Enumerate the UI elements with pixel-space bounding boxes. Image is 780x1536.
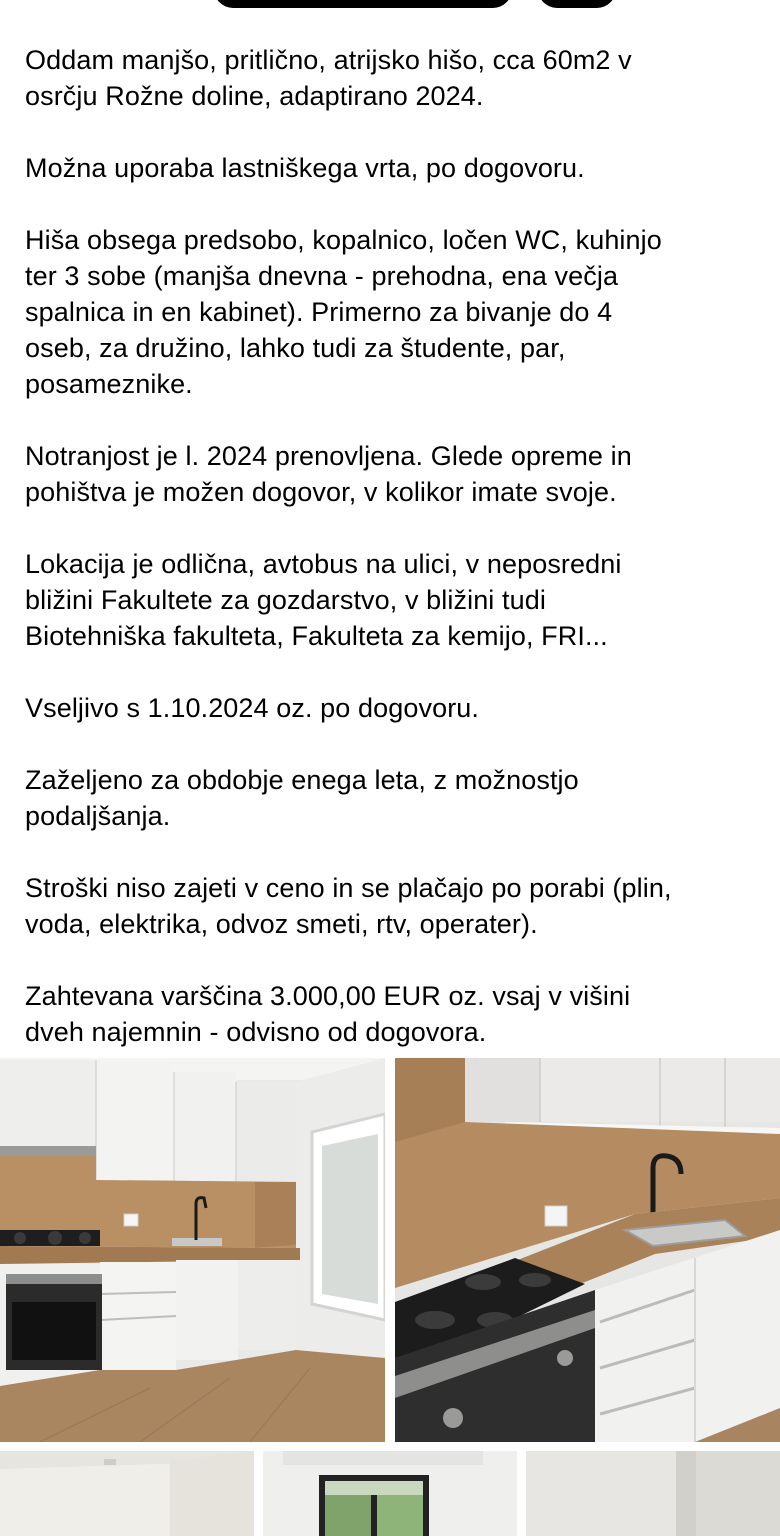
listing-paragraph: Oddam manjšo, pritlično, atrijsko hišo, cca 60m2 v osrčju Rožne doline, adaptirano 2024. <box>25 45 632 111</box>
listing-paragraph: Stroški niso zajeti v ceno in se plačajo po porabi (plin, voda, elektrika, odvoz smeti, rtv, operater). <box>25 873 672 939</box>
listing-paragraph: Zahtevana varščina 3.000,00 EUR oz. vsaj v višini dveh najemnin - odvisno od dogovora. <box>25 981 631 1047</box>
photo-room-corner[interactable] <box>526 1451 780 1536</box>
listing-paragraph: Zaželjeno za obdobje enega leta, z možnostjo podaljšanja. <box>25 765 579 831</box>
photo-kitchen-wide[interactable] <box>0 1058 385 1442</box>
top-secondary-button[interactable] <box>538 0 616 8</box>
photo-room-window[interactable] <box>263 1451 517 1536</box>
photo-kitchen-closeup[interactable] <box>395 1058 780 1442</box>
top-action-button[interactable] <box>214 0 512 8</box>
listing-paragraph: Vseljivo s 1.10.2024 oz. po dogovoru. <box>25 693 479 723</box>
listing-paragraph: Notranjost je l. 2024 prenovljena. Glede opreme in pohištva je možen dogovor, v kolikor imate svoje. <box>25 441 632 507</box>
listing-paragraph: Možna uporaba lastniškega vrta, po dogovoru. <box>25 153 585 183</box>
listing-paragraph: Lokacija je odlična, avtobus na ulici, v neposredni bližini Fakultete za gozdarstvo, v bližini tudi Biotehniška fakulteta, Fakulteta za kemijo, FRI... <box>25 549 622 651</box>
listing-paragraph: Hiša obsega predsobo, kopalnico, ločen WC, kuhinjo ter 3 sobe (manjša dnevna - prehodna, ena večja spalnica in en kabinet). Primerno za bivanje do 4 oseb, za družino, lahko tudi za študente, par, posameznike. <box>25 225 662 399</box>
listing-description <box>25 42 765 1050</box>
photo-room-empty[interactable] <box>0 1451 254 1536</box>
